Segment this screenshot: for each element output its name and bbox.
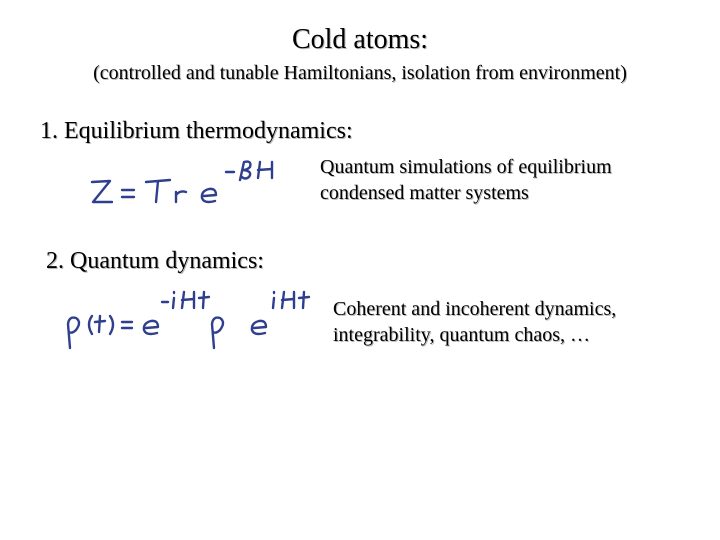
note-line: condensed matter systems bbox=[320, 182, 529, 204]
handwritten-formula-partition-function bbox=[88, 158, 318, 218]
slide-subtitle: (controlled and tunable Hamiltonians, isolation from environment) bbox=[93, 62, 627, 84]
section-heading-dynamics: 2. Quantum dynamics: bbox=[46, 248, 264, 274]
section-heading-equilibrium: 1. Equilibrium thermodynamics: bbox=[40, 118, 353, 144]
note-line: integrability, quantum chaos, … bbox=[333, 324, 590, 346]
slide-title: Cold atoms: bbox=[291, 24, 429, 55]
equilibrium-note bbox=[320, 154, 612, 206]
handwritten-formula-density-matrix-evolution bbox=[62, 286, 332, 356]
note-line: Quantum simulations of equilibrium bbox=[320, 156, 612, 178]
dynamics-note bbox=[333, 296, 616, 348]
note-line: Coherent and incoherent dynamics, bbox=[333, 298, 617, 320]
